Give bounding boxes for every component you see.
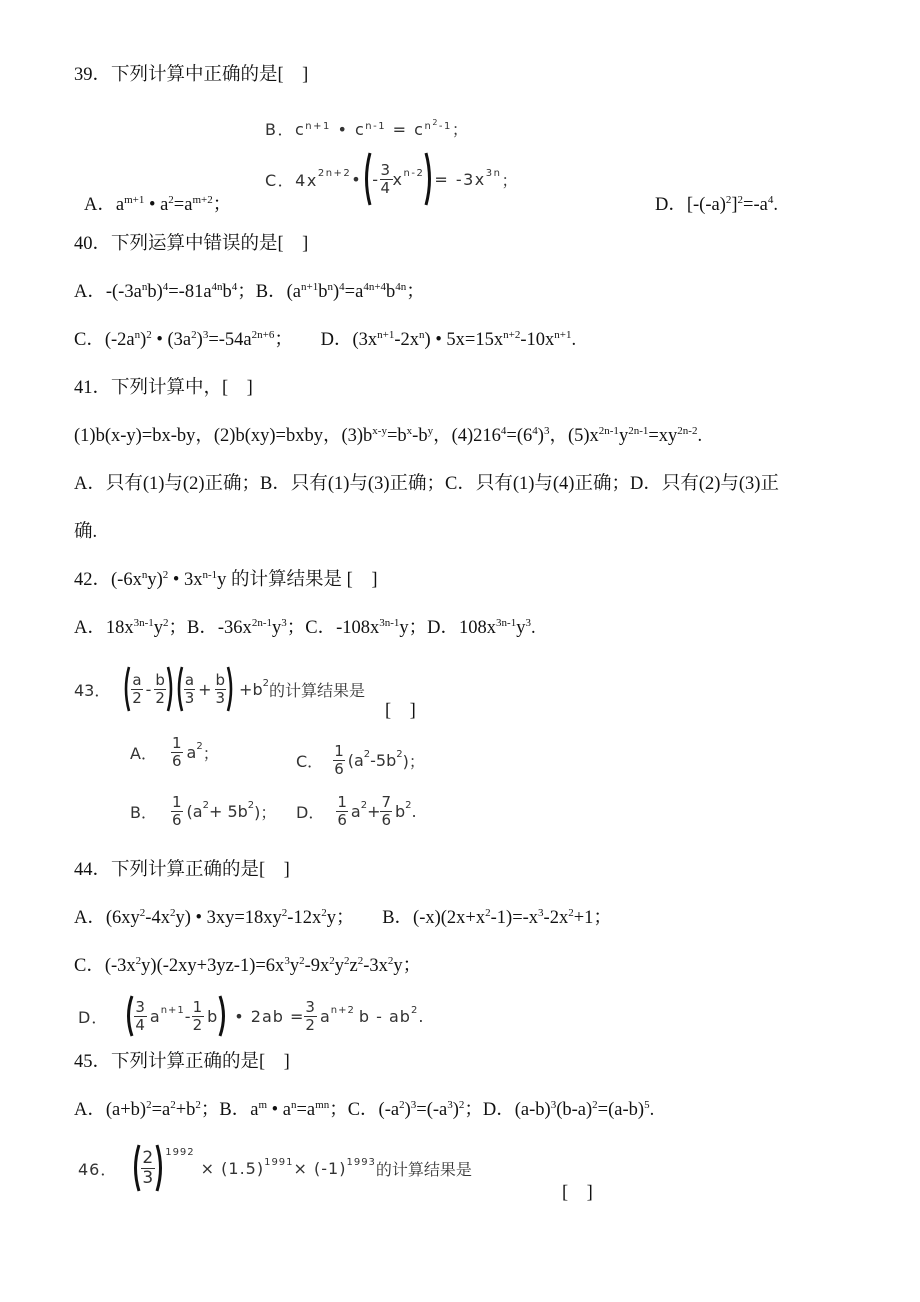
q41-stem: 41．下列计算中，[ ] <box>74 378 253 398</box>
q39-option-d: D．$[-(-a)^2]^2=-a^4$. <box>655 194 778 215</box>
q39-stem: 39．下列计算中正确的是[ ] <box>74 65 309 85</box>
q45-stem: 45．下列计算正确的是[ ] <box>74 1052 290 1072</box>
q43-stem: 43． $\frac{a}{2}$ - $\frac{b}{2}$ $\frac{a}{3}$ + $\frac{b}{3}$ +b $^2$ 的计算结果是 <box>74 664 365 714</box>
left-paren-icon <box>131 1144 141 1192</box>
q39-option-a: A．$a^{m+1}$ • $a^2=a^{m+2}$； <box>84 194 232 215</box>
right-paren-icon <box>218 995 228 1037</box>
q40-options-cd: C．$(-2a^n)^2$ • $(3a^2)^3=-54a^{2n+6}$； D．$(3x^{n+1}-2x^n)$ • $5x=15x^{n+2}-10x^{n+1}$. <box>74 329 577 350</box>
right-paren-icon <box>166 666 175 712</box>
q43-option-c: C． $\frac{1}{6}$ (a $^2$ -5b $^2$ )； <box>296 742 425 778</box>
q39-option-c: C．4x $^{2n+2}$ • - $\frac{3}{4}$ x $^{n-2}$ = -3x $^{3n}$ ； <box>265 150 519 208</box>
right-paren-icon <box>155 1144 165 1192</box>
q39-option-b: B．$c^{n+1}$ • $c^{n-1} = c^{n^2-1}$； <box>265 118 470 139</box>
q43-option-a: A． $\frac{1}{6}$ a $^2$ ； <box>130 734 219 770</box>
q43-option-d: D． $\frac{1}{6}$ a $^2$ + $\frac{7}{6}$ b $^2$ . <box>296 793 417 829</box>
right-paren-icon <box>424 152 434 206</box>
fraction-3-4: $\frac{3}{4}$ <box>380 160 392 197</box>
q41-options-cont: 确. <box>74 522 98 542</box>
q41-options: A．只有(1)与(2)正确；B．只有(1)与(3)正确；C．只有(1)与(4)正确；D．只有(2)与(3)正 <box>74 474 779 494</box>
q40-stem: 40．下列运算中错误的是[ ] <box>74 234 309 254</box>
q46-stem: 46． $\frac{2}{3}$ $^{1992}$ × (1.5) $^{1991}$ × (-1) $^{1993}$ 的计算结果是 <box>78 1142 472 1194</box>
q46-answer-bracket: [ ] <box>562 1183 593 1203</box>
q42-options: A．$18x^{3n-1}y^2$；B．$-36x^{2n-1}y^3$；C．$-108x^{3n-1}y$；D．$108x^{3n-1}y^3$. <box>74 617 536 638</box>
left-paren-icon <box>362 152 372 206</box>
left-paren-icon <box>122 666 131 712</box>
q42-stem: 42．$(-6x^ny)^2$ • $3x^{n-1}y$ 的计算结果是 [ ] <box>74 569 378 590</box>
q43-option-b: B． $\frac{1}{6}$ (a $^2$ + 5b $^2$ )； <box>130 793 277 829</box>
q41-statements: (1)b(x-y)=bx-by，(2)b(xy)=bxby，$(3)b^{x-y}=b^x-b^y$，$(4)216^4=(6^4)^3$，$(5)x^{2n-1}y^{2n-1}=xy^{2n-2}$. <box>74 425 703 446</box>
q44-stem: 44．下列计算正确的是[ ] <box>74 860 290 880</box>
right-paren-icon <box>226 666 235 712</box>
q44-option-c: C．$(-3x^2y)(-2xy+3yz-1)=6x^3y^2-9x^2y^2z^2-3x^2y$； <box>74 955 422 976</box>
q40-options-ab: A．$-(-3a^nb)^4=-81a^{4n}b^4$；B．$(a^{n+1}b^n)^4=a^{4n+4}b^{4n}$； <box>74 281 425 302</box>
left-paren-icon <box>175 666 184 712</box>
q45-options: A．$(a+b)^2=a^2+b^2$；B．$a^m$ • $a^n=a^{mn}$；C．$(-a^2)^3=(-a^3)^2$；D．$(a-b)^3(b-a)^2=(a-b)^5$. <box>74 1099 655 1120</box>
left-paren-icon <box>124 995 134 1037</box>
q44-option-d: D． $\frac{3}{4}$ a $^{n+1}$ - $\frac{1}{2}$ b • 2ab = $\frac{3}{2}$ a $^{n+2}$ b - ab $^2$ . <box>78 994 424 1038</box>
q44-options-ab: A．$(6xy^2-4x^2y)$ • $3xy=18xy^2-12x^2y$； B．$(-x)(2x+x^2-1)=-x^3-2x^2+1$； <box>74 907 612 928</box>
q43-answer-bracket: [ ] <box>385 701 416 721</box>
